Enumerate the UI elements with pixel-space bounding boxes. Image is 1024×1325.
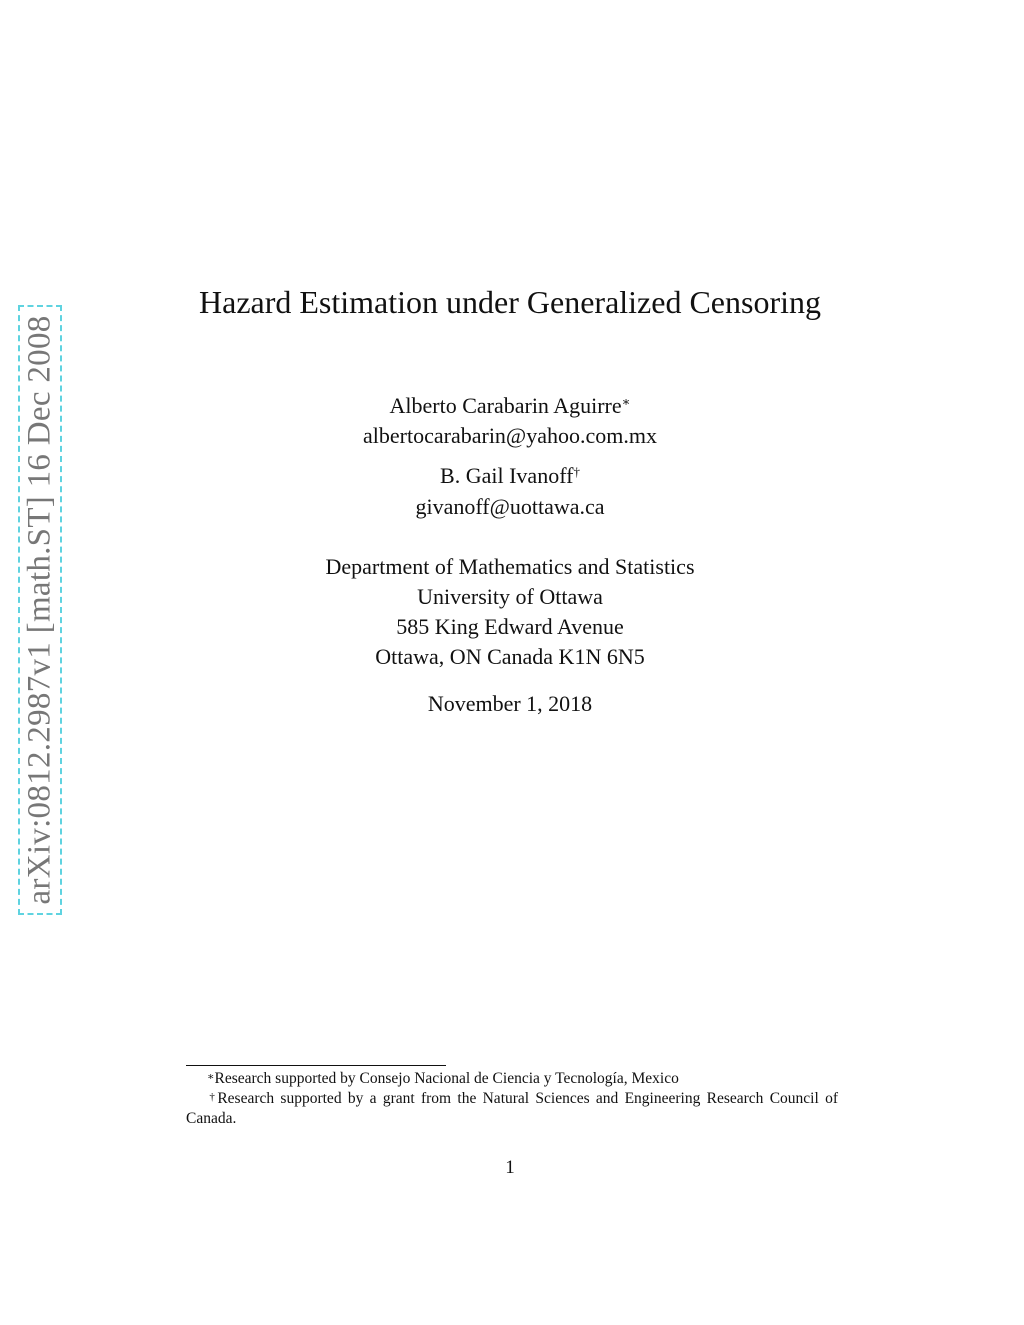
footnote-text: Research supported by a grant from the Natural Sciences and Engineering Research Council of Canada.	[186, 1090, 839, 1127]
footnote-rule	[186, 1065, 446, 1066]
footnote-text: Research supported by Consejo Nacional de Ciencia y Tecnología, Mexico	[214, 1070, 679, 1087]
author-email: givanoff@uottawa.ca	[415, 494, 605, 519]
author-name-text: Alberto Carabarin Aguirre	[389, 393, 622, 418]
arxiv-identifier-stamp: arXiv:0812.2987v1 [math.ST] 16 Dec 2008	[21, 315, 58, 905]
author-email: albertocarabarin@yahoo.com.mx	[363, 423, 657, 448]
author-name	[180, 392, 840, 420]
author-footnote-mark: ∗	[621, 394, 631, 409]
author-name	[180, 462, 840, 490]
affiliation-university: University of Ottawa	[417, 584, 603, 609]
footnote-mark: †	[207, 1091, 218, 1103]
author-name-text: B. Gail Ivanoff	[440, 463, 574, 488]
footnote-mark: ∗	[207, 1071, 215, 1083]
author-footnote-mark: †	[573, 464, 580, 479]
paper-title: Hazard Estimation under Generalized Censoring	[199, 284, 821, 320]
affiliation-street: 585 King Edward Avenue	[396, 614, 624, 639]
affiliation-department: Department of Mathematics and Statistics	[325, 554, 695, 579]
page-number: 1	[505, 1157, 515, 1178]
footnotes	[186, 1069, 838, 1129]
affiliation-city: Ottawa, ON Canada K1N 6N5	[375, 644, 645, 669]
footnote	[186, 1069, 838, 1089]
paper-date: November 1, 2018	[427, 691, 593, 716]
footnote	[186, 1089, 838, 1129]
